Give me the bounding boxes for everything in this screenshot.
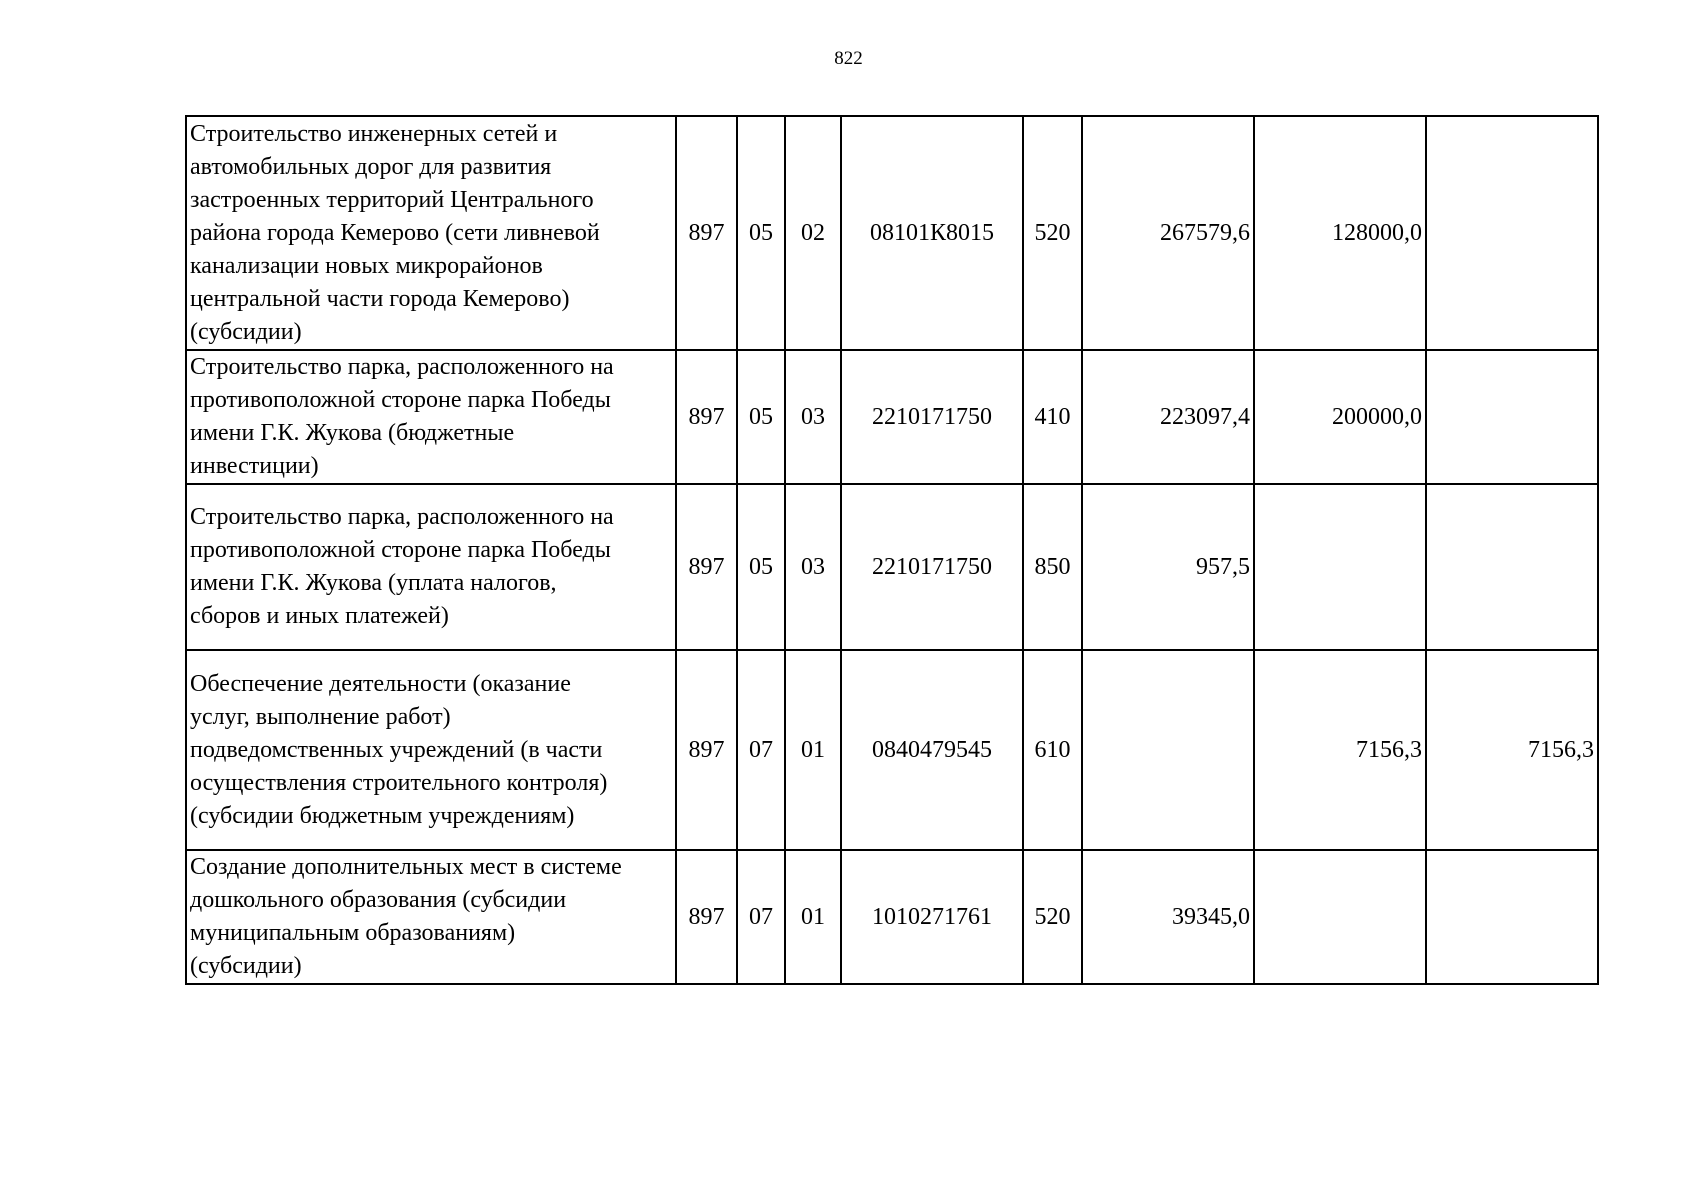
subsection-code-cell: 03 — [785, 484, 841, 650]
sum-1-cell: 267579,6 — [1082, 116, 1254, 350]
description-line: застроенных территорий Центрального — [190, 186, 594, 213]
section-code-cell: 05 — [737, 350, 785, 484]
expense-type-cell: 610 — [1023, 650, 1082, 850]
section-code-cell: 07 — [737, 650, 785, 850]
ministry-code-cell: 897 — [676, 650, 737, 850]
sum-3-cell: 7156,3 — [1426, 650, 1598, 850]
description-line: Строительство инженерных сетей и — [190, 120, 558, 147]
sum-3-cell — [1426, 484, 1598, 650]
subsection-code-cell: 01 — [785, 650, 841, 850]
target-article-cell: 2210171750 — [841, 350, 1023, 484]
description-line: Строительство парка, расположенного на — [190, 504, 614, 530]
description-cell — [186, 116, 676, 350]
sum-3-cell — [1426, 116, 1598, 350]
description-line: имени Г.К. Жукова (уплата налогов, — [190, 570, 557, 596]
sum-3-cell — [1426, 350, 1598, 484]
expense-type-cell: 520 — [1023, 850, 1082, 984]
description-line: Обеспечение деятельности (оказание — [190, 670, 571, 697]
expense-type-cell: 520 — [1023, 116, 1082, 350]
description-line: осуществления строительного контроля) — [190, 769, 608, 796]
description-line: (субсидии) — [190, 318, 302, 345]
sum-1-cell: 957,5 — [1082, 484, 1254, 650]
description-line: подведомственных учреждений (в части — [190, 736, 603, 763]
sum-2-cell — [1254, 850, 1426, 984]
description-line: автомобильных дорог для развития — [190, 153, 552, 180]
description-line: района города Кемерово (сети ливневой — [190, 219, 600, 246]
table-row — [186, 116, 1598, 350]
sum-2-cell: 128000,0 — [1254, 116, 1426, 350]
budget-table — [185, 115, 1599, 985]
page-number: 822 — [834, 48, 863, 69]
description-cell — [186, 650, 676, 850]
section-code-cell: 05 — [737, 116, 785, 350]
description-line: (субсидии бюджетным учреждениям) — [190, 802, 575, 829]
description-line: муниципальным образованиям) — [190, 920, 516, 946]
subsection-code-cell: 02 — [785, 116, 841, 350]
target-article-cell: 08101К8015 — [841, 116, 1023, 350]
ministry-code-cell: 897 — [676, 484, 737, 650]
target-article-cell: 2210171750 — [841, 484, 1023, 650]
description-line: противоположной стороне парка Победы — [190, 537, 611, 563]
ministry-code-cell: 897 — [676, 116, 737, 350]
expense-type-cell: 410 — [1023, 350, 1082, 484]
description-line: сборов и иных платежей) — [190, 603, 449, 629]
sum-2-cell — [1254, 484, 1426, 650]
section-code-cell: 07 — [737, 850, 785, 984]
description-line: имени Г.К. Жукова (бюджетные — [190, 420, 515, 446]
description-line: Строительство парка, расположенного на — [190, 354, 614, 380]
description-line: канализации новых микрорайонов — [190, 252, 543, 279]
target-article-cell: 0840479545 — [841, 650, 1023, 850]
table-row — [186, 650, 1598, 850]
description-cell — [186, 484, 676, 650]
sum-1-cell: 39345,0 — [1082, 850, 1254, 984]
description-line: центральной части города Кемерово) — [190, 285, 570, 312]
section-code-cell: 05 — [737, 484, 785, 650]
subsection-code-cell: 03 — [785, 350, 841, 484]
sum-3-cell — [1426, 850, 1598, 984]
sum-2-cell: 200000,0 — [1254, 350, 1426, 484]
description-line: Создание дополнительных мест в системе — [190, 854, 622, 880]
sum-2-cell: 7156,3 — [1254, 650, 1426, 850]
table-row — [186, 850, 1598, 984]
sum-1-cell — [1082, 650, 1254, 850]
expense-type-cell: 850 — [1023, 484, 1082, 650]
sum-1-cell: 223097,4 — [1082, 350, 1254, 484]
table-row — [186, 350, 1598, 484]
description-line: противоположной стороне парка Победы — [190, 387, 611, 413]
description-cell — [186, 850, 676, 984]
description-line: услуг, выполнение работ) — [190, 703, 451, 730]
description-line: (субсидии) — [190, 953, 302, 979]
target-article-cell: 1010271761 — [841, 850, 1023, 984]
ministry-code-cell: 897 — [676, 850, 737, 984]
description-line: дошкольного образования (субсидии — [190, 887, 567, 913]
description-line: инвестиции) — [190, 453, 319, 479]
description-cell — [186, 350, 676, 484]
table-row — [186, 484, 1598, 650]
subsection-code-cell: 01 — [785, 850, 841, 984]
ministry-code-cell: 897 — [676, 350, 737, 484]
